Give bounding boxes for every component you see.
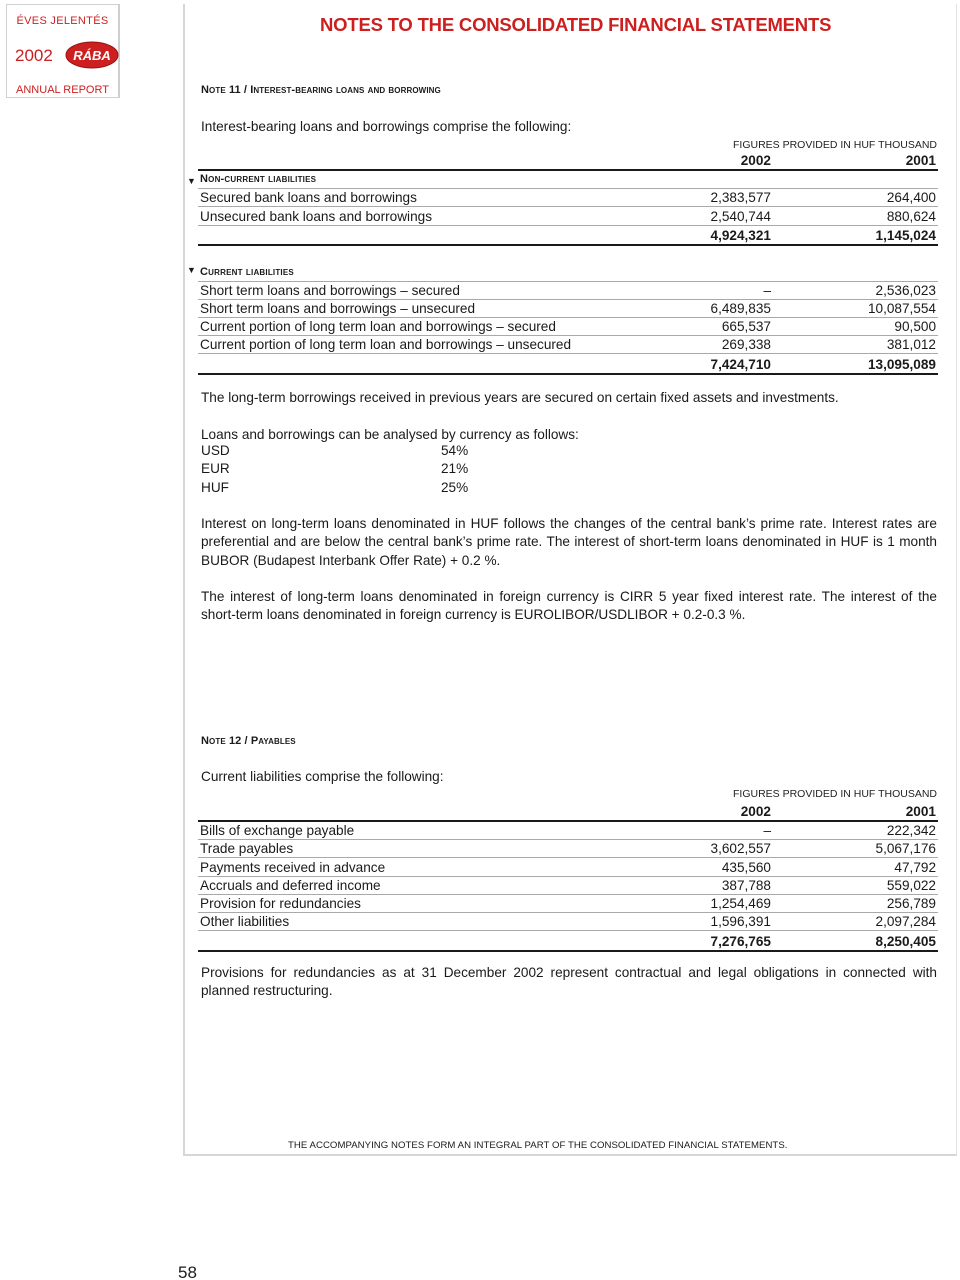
currency-row: HUF 25% [201, 480, 469, 495]
current-heading: Current liabilities [198, 263, 938, 281]
triangle-down-icon: ▼ [187, 176, 196, 186]
total-row: 7,276,765 8,250,405 [198, 931, 938, 951]
table-row: Provision for redundancies 1,254,469 256,789 [200, 895, 936, 911]
currency-row: USD 54% [201, 443, 469, 458]
table-header-row: 2002 2001 [198, 803, 938, 821]
report-label: ÉVES JELENTÉS [16, 15, 109, 27]
table-row: Current portion of long term loan and borrowings – unsecured 269,338 381,012 [200, 337, 936, 353]
table-row: Trade payables 3,602,557 5,067,176 [200, 841, 936, 857]
note11-noncurrent-table [198, 152, 938, 246]
col-2002-header: 2002 [608, 152, 773, 170]
table-row: Payments received in advance 435,560 47,792 [200, 859, 936, 875]
note11-current-table [198, 263, 938, 375]
table-row: Bills of exchange payable – 222,342 [200, 823, 936, 839]
footer-note: THE ACCOMPANYING NOTES FORM AN INTEGRAL PART OF THE CONSOLIDATED FINANCIAL STATEMENTS. [288, 1140, 788, 1151]
table-row: Other liabilities 1,596,391 2,097,284 [200, 914, 936, 930]
raba-logo-icon [65, 41, 119, 69]
section-row [198, 263, 938, 281]
note11-heading: Note 11 / Interest-bearing loans and borrowing [201, 84, 441, 96]
total-row: 7,424,710 13,095,089 [198, 354, 938, 374]
table-row: Short term loans and borrowings – secured – 2,536,023 [200, 282, 936, 298]
annual-label: ANNUAL REPORT [16, 84, 109, 96]
table-header-row [198, 152, 938, 170]
page-title: NOTES TO THE CONSOLIDATED FINANCIAL STATEMENTS [320, 14, 832, 35]
table-row: Accruals and deferred income 387,788 559,022 [200, 877, 936, 893]
note11-intro: Interest-bearing loans and borrowings comprise the following: [201, 119, 572, 134]
interest-paragraph-2: The interest of long-term loans denominated in foreign currency is CIRR 5 year fixed interest rate. The interest of the short-term loans denominated in foreign currency is EUROLIBOR/USDLIBOR + 0.2-0.3 %. [201, 589, 937, 623]
provision-note: Provisions for redundancies as at 31 December 2002 represent contractual and legal obligations in connected with planned restructuring. [201, 965, 937, 999]
note12-intro: Current liabilities comprise the following: [201, 769, 444, 784]
note12-figures-label: FIGURES PROVIDED IN HUF THOUSAND [733, 788, 937, 800]
table-row: Current portion of long term loan and borrowings – secured 665,537 90,500 [200, 319, 936, 335]
table-row: Unsecured bank loans and borrowings 2,540,744 880,624 [200, 208, 936, 224]
table-row: Short term loans and borrowings – unsecured 6,489,835 10,087,554 [200, 301, 936, 317]
total-row: 4,924,321 1,145,024 [198, 225, 938, 245]
brand-box [6, 4, 120, 98]
triangle-down-icon: ▼ [187, 265, 196, 275]
logo-text: RÁBA [73, 48, 111, 63]
secured-note: The long-term borrowings received in previous years are secured on certain fixed assets and investments. [201, 390, 839, 405]
page-number: 58 [178, 1263, 197, 1280]
currency-row: EUR 21% [201, 461, 469, 476]
table-row: Secured bank loans and borrowings 2,383,577 264,400 [200, 190, 936, 206]
report-year: 2002 [15, 46, 53, 65]
section-row [198, 170, 938, 189]
col-2001-header: 2001 [773, 152, 938, 170]
note12-payables-table [198, 803, 938, 952]
currency-intro: Loans and borrowings can be analysed by currency as follows: [201, 427, 579, 442]
interest-paragraph-1: Interest on long-term loans denominated in HUF follows the changes of the central bank’s prime rate. Interest rates are preferential and are below the central bank’s prime rate. The interest of short-term loans denominated in HUF is 1 month BUBOR (Budapest Interbank Offer Rate) + 0.2 %. [201, 516, 937, 568]
noncurrent-heading: Non-current liabilities [198, 170, 938, 189]
note12-heading: Note 12 / Payables [201, 735, 296, 747]
note11-figures-label: FIGURES PROVIDED IN HUF THOUSAND [733, 139, 937, 151]
